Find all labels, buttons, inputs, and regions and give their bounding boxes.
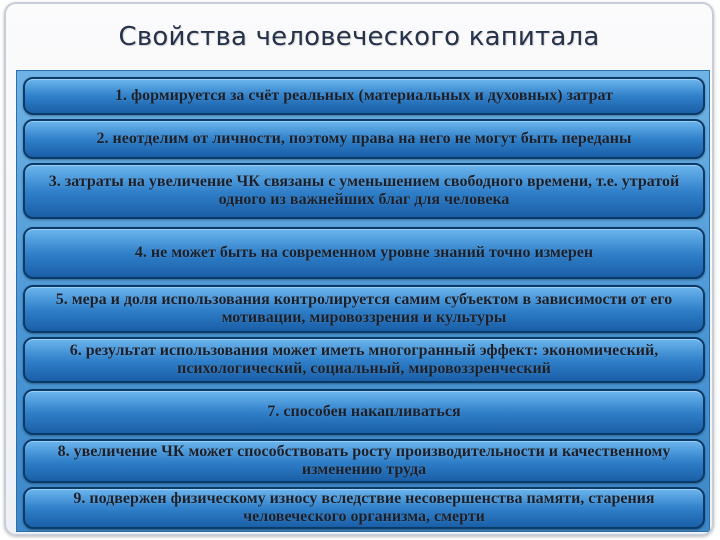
property-text-9: 9. подвержен физическому износу вследствие несовершенства памяти, старения человеческого организма, смерти	[73, 490, 655, 525]
property-item-8	[23, 439, 705, 483]
property-text-8: 8. увеличение ЧК может способствовать росту производительности и качественному изменению труда	[57, 443, 671, 478]
slide-title: Свойства человеческого капитала	[118, 22, 600, 52]
property-text-3: 3. затраты на увеличение ЧК связаны с уменьшением свободного времени, т.е. утратой одного из важнейших благ для человека	[48, 173, 680, 208]
property-text-1: 1. формируется за счёт реальных (материальных и духовных) затрат	[115, 87, 613, 104]
property-text-2: 2. неотделим от личности, поэтому права на него не могут быть переданы	[96, 130, 632, 147]
property-item-5	[23, 285, 705, 333]
properties-panel	[16, 70, 710, 532]
slide-frame	[4, 2, 714, 536]
property-item-2	[23, 119, 705, 159]
property-item-9	[23, 487, 705, 529]
property-text-4: 4. не может быть на современном уровне знаний точно измерен	[134, 244, 594, 261]
property-item-3	[23, 163, 705, 219]
property-item-1	[23, 77, 705, 115]
property-text-7: 7. способен накапливаться	[267, 403, 461, 420]
property-text-6: 6. результат использования может иметь многогранный эффект: экономический, психологический, социальный, мировоззренческий	[69, 342, 659, 377]
property-item-7	[23, 389, 705, 435]
property-item-4	[23, 227, 705, 279]
property-item-6	[23, 337, 705, 383]
property-text-5: 5. мера и доля использования контролируется самим субъектом в зависимости от его мотивации, мировоззрения и культуры	[55, 291, 673, 326]
